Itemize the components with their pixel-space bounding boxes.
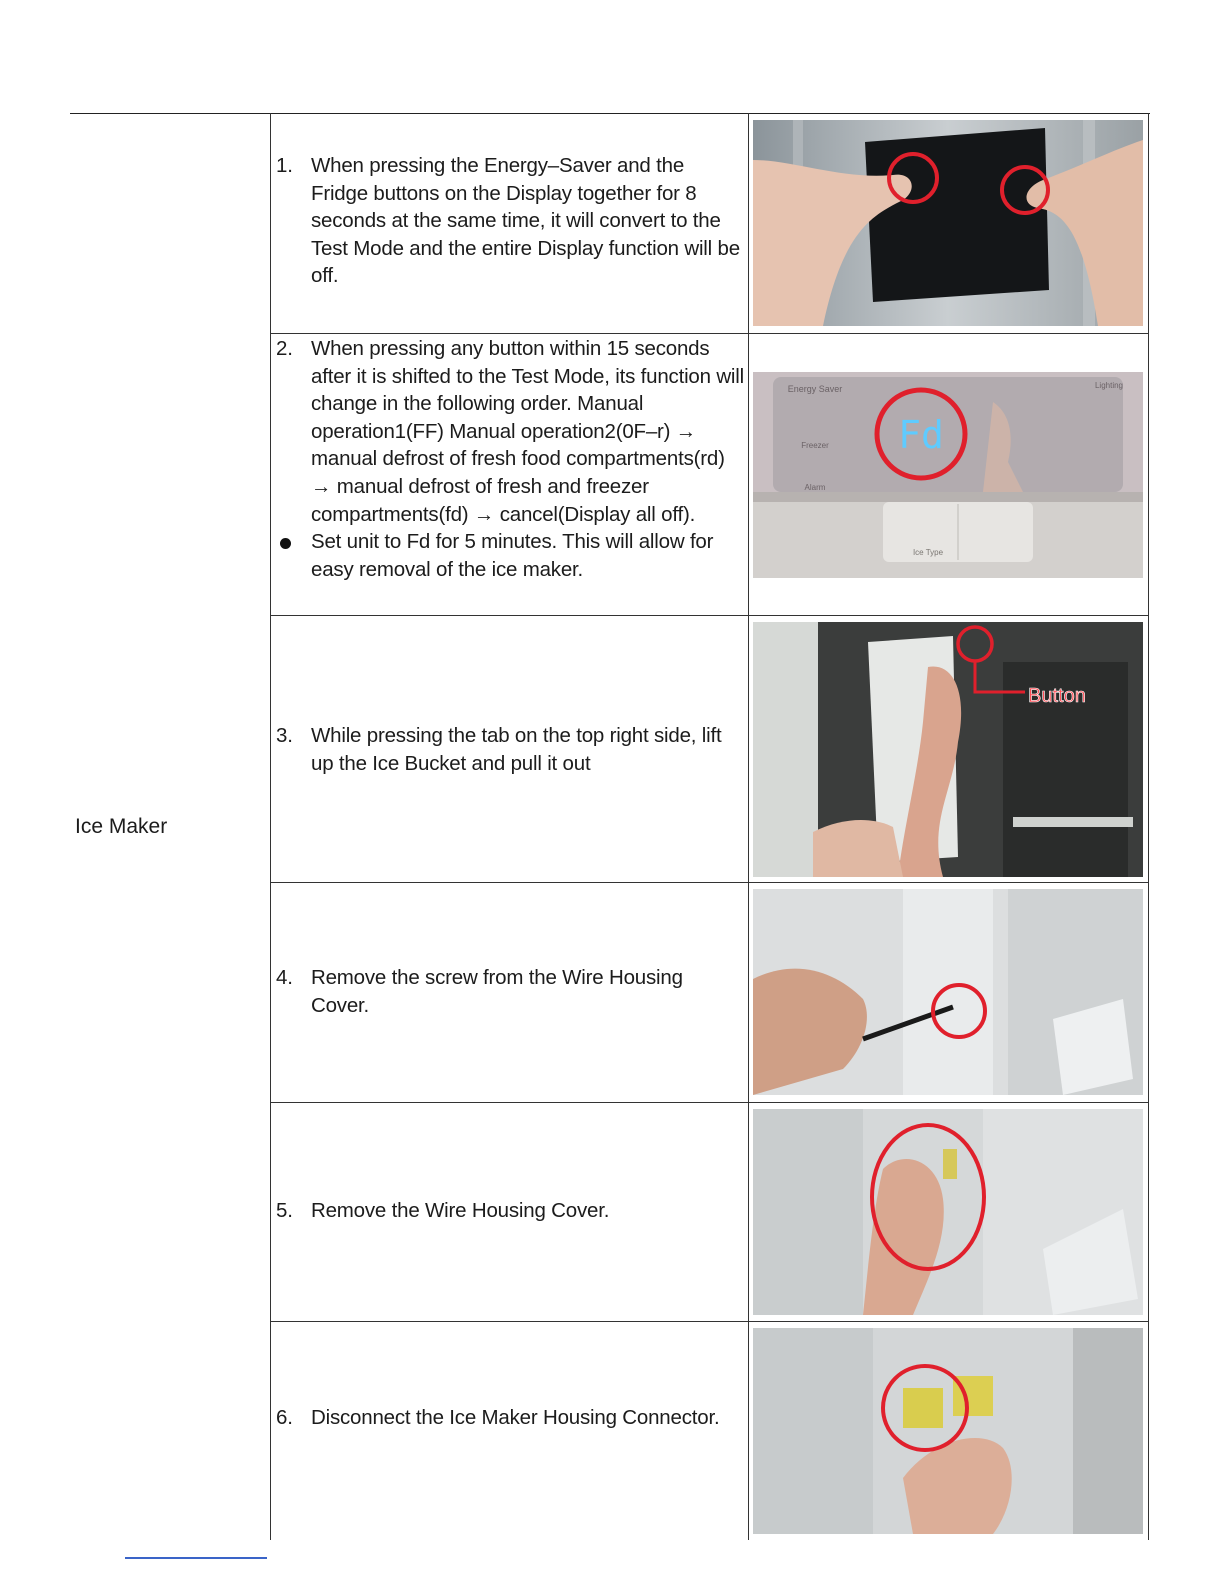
step-5 — [270, 1103, 748, 1321]
bullet-icon — [280, 538, 291, 549]
step-6 — [270, 1322, 748, 1540]
step-4 — [270, 883, 748, 1102]
table-middle-border — [748, 113, 749, 1540]
step-instruction: When pressing the Energy–Saver and the Fridge buttons on the Display together for 8 seconds at the same time, it will convert to the Test Mode and the entire Display function will be off. — [311, 154, 740, 288]
button-callout: Button — [1028, 685, 1086, 707]
photo-housing-connector — [753, 1328, 1143, 1534]
fd-display-text: Fd — [898, 413, 944, 457]
step-3 — [270, 616, 748, 882]
step-2 — [270, 334, 748, 615]
photo-fd-display — [753, 372, 1143, 578]
step-text — [276, 964, 744, 1019]
step-instruction: Remove the Wire Housing Cover. — [311, 1199, 610, 1222]
step-number: 2. — [276, 337, 293, 360]
step-text — [276, 1404, 744, 1432]
step-number: 3. — [276, 724, 293, 747]
step-1 — [270, 114, 748, 333]
label-ice-type: Ice Type — [912, 548, 944, 557]
step-instruction: Disconnect the Ice Maker Housing Connector. — [311, 1406, 720, 1429]
step-instruction: When pressing any button within 15 seconds after it is shifted to the Test Mode, its function will change in the following order. Manual operation1(FF) Manual operation2(0F–r) → manual defrost of fresh food compartments(rd) → manual defrost of fresh and freezer compartments(fd) → cancel(Display all off). — [311, 337, 744, 526]
step-number: 1. — [276, 154, 293, 177]
step-instruction: Remove the screw from the Wire Housing Cover. — [311, 966, 683, 1017]
photo-screw-removal — [753, 889, 1143, 1095]
step-instruction: While pressing the tab on the top right side, lift up the Ice Bucket and pull it out — [311, 724, 722, 775]
step-number: 6. — [276, 1406, 293, 1429]
step-text — [276, 722, 744, 777]
bullet-text: Set unit to Fd for 5 minutes. This will allow for easy removal of the ice maker. — [311, 530, 714, 581]
section-label: Ice Maker — [75, 815, 168, 838]
step-text — [276, 152, 744, 290]
label-lighting: Lighting — [1094, 381, 1124, 390]
label-alarm: Alarm — [804, 483, 826, 492]
step-text — [276, 1197, 744, 1225]
step-number: 5. — [276, 1199, 293, 1222]
label-energy-saver: Energy Saver — [787, 384, 843, 394]
link-underline — [125, 1557, 267, 1559]
photo-display-buttons — [753, 120, 1143, 326]
step-number: 4. — [276, 966, 293, 989]
table-right-border — [1148, 113, 1149, 1540]
step-text — [276, 335, 744, 528]
step-bullet — [276, 528, 744, 583]
label-freezer: Freezer — [801, 441, 829, 450]
photo-wire-housing-cover — [753, 1109, 1143, 1315]
photo-ice-bucket — [753, 622, 1143, 877]
